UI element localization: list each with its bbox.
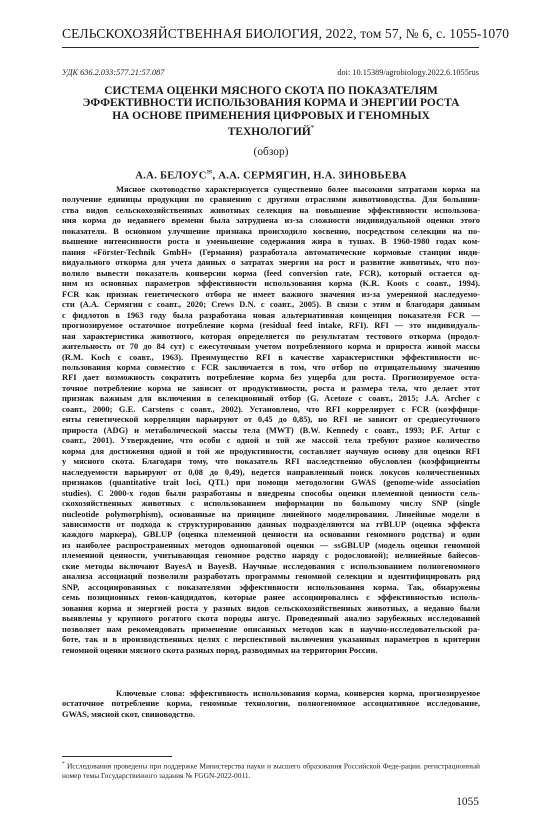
abstract-line: анализа ассоциаций позволили разработать программы геномной селекции и идентифицировать ряд [62,571,480,582]
footnote-divider [62,756,172,757]
abstract-line: жительность от 70 до 84 сут) с ежесуточным учетом потребленного корма и прироста живой массы [62,341,480,352]
abstract-line: ские методы включают BayesA и BayesB. Научные исследования с использованием полногеномного [62,560,480,571]
title-line [62,122,480,138]
abstract-line: пания «Förster-Technik GmbH» (Германия) разработала автоматические кормовые станции инди- [62,246,480,257]
keywords-line: Ключевые слова: эффективность использования корма, конверсия корма, прогнозируемое [116,688,480,698]
abstract-line: у мясного скота. Благодаря тому, что показатель RFI наследственно обусловлен (коэффициенты [62,456,480,467]
abstract-line: получение единицы продукции по сравнению с другими отраслями животноводства. Для большин- [62,194,480,205]
abstract-line: точное потребление корма не зависит от продуктивности, роста и размера тела, что делает этот [62,382,480,393]
keywords-line: остаточное потребление корма, геномные технологии, полногеномное ассоциативное исследование, [62,698,480,709]
running-header: СЕЛЬСКОХОЗЯЙСТВЕННАЯ БИОЛОГИЯ, 2022, том 57, № 6, с. 1055-1070 [62,26,510,41]
keywords-line: GWAS, мясной скот, свиноводство. [62,708,195,719]
footnote-text: Исследования проведены при поддержке Министерства науки и высшего образования Российской Феде-рации. регистрационный номер темы Государственного задания № FGGN-2022-0011. [62,761,480,780]
abstract-line: прироста (ADG) и метаболической массы тела (MWT) (B.W. Kennedy с соавт., 1993; P.F. Artur с [62,424,480,435]
abstract-line: nucleotide polymorphism), основанные на принципе линейного моделирования. Линейные модели в [62,508,480,519]
abstract-line: наследуемости варьируют от 0,08 до 0,49), ведется направленный поиск локусов количественных [62,466,480,477]
footnote-mark: * [62,761,65,767]
abstract-line: ния корма до недавнего времени была затруднена из-за сложности индивидуальной оценки этого [62,215,480,226]
abstract-line: RFI дает возможность сократить потребление корма без ущерба для роста. Прогнозируемое оста- [62,372,480,383]
abstract-line: племенной ценности, учитывающая геномное родство наряду с родословной); нелинейные байесов- [62,550,480,561]
abstract-line: Мясное скотоводство характеризуется существенно более высокими затратами корма на [116,184,480,194]
abstract [62,184,480,655]
abstract-line: корма для достижения одной и той же продуктивности, составляет научную основу для оценки RFI [62,445,480,456]
udc-code: УДК 636.2.033:577.21:57.087 [62,68,165,77]
abstract-line: SNP, ассоциированных с показателями эффективности использования корма. Так, обнаружены [62,581,480,592]
abstract-line: из наиболее распространенных методов одношаговой оценки — ssGBLUP (модель оценки геномной [62,539,480,550]
abstract-line: признак важным для включения в селекционный отбор (G. Acetoze с соавт., 2015; J.A. Archer с [62,393,480,404]
page-number: 1055 [456,796,479,808]
keywords [62,688,480,719]
abstract-line: позволяет нам рекомендовать применение описанных методов как в научно-исследовательской ра- [62,623,480,634]
abstract-line: сти (А.А. Сермягин с соавт., 2020; Crews D.N. с соавт., 2005). В связи с этим и благодаря данным [62,299,480,310]
article-title [62,85,480,138]
abstract-line: FCR как признак генетического отбора не имеет важного значения из-за умеренной наследуемо- [62,288,480,299]
abstract-line: (R.M. Koch с соавт., 1963). Преимущество RFI в качестве характеристики эффективности ис- [62,351,480,362]
abstract-line: ная характеристика животного, которая определяется по результатам тестового откорма (продол- [62,330,480,341]
article-subtitle: (обзор) [253,146,289,158]
abstract-line: признаков (quantitative trait loci, QTL) при помощи методологии GWAS (genome-wide association [62,477,480,488]
abstract-line: соавт., 2001). Утверждение, что особи с одной и той же массой тела требуют разное количество [62,435,480,446]
footnote [62,760,480,780]
abstract-line: прогнозируемое остаточное потребление корма (residual feed intake, RFI). RFI — это индивидуаль- [62,320,480,331]
envelope-icon: ✉ [206,169,213,176]
abstract-line: скохозяйственных животных с использованием информации по большому числу SNP (single [62,498,480,509]
abstract-line: геномной оценки мясного скота разных пород, разводимых на территории России. [62,644,378,655]
doi-link[interactable]: doi: 10.15389/agrobiology.2022.6.1055rus [337,68,479,77]
abstract-line: ства видов сельскохозяйственных животных селекция на повышение эффективности использова- [62,204,480,215]
abstract-line: выявлены у крупного рогатого скота породы ангус. Проведенный анализ зарубежных исследований [62,613,480,624]
abstract-line: зования корма и энергией роста у разных видов сельскохозяйственных животных, а недавно были [62,602,480,613]
abstract-line: волило вывести показатель конверсии корма (feed conversion rate, FCR), который остается од- [62,267,480,278]
title-line: СИСТЕМА ОЦЕНКИ МЯСНОГО СКОТА ПО ПОКАЗАТЕЛЯМ [104,85,438,97]
abstract-line: видуального откорма для учета данных о затратах энергии на рост и развитие животных, что поз- [62,257,480,268]
abstract-line: семь позиционных генов-кандидатов, которые ранее ассоциировались с эффективностью исполь- [62,592,480,603]
title-line: ЭФФЕКТИВНОСТИ ИСПОЛЬЗОВАНИЯ КОРМА И ЭНЕРГИИ РОСТА [82,97,460,110]
author-list [62,168,480,182]
abstract-line: пользования корма совместно с FCR заключается в том, что отбор по отрицательному значению [62,361,480,372]
abstract-line: studies). С 2000-х годов были разработаны и внедрены способы оценки племенной ценности сель- [62,487,480,498]
abstract-line: показателя. В основном улучшение признака происходило косвенно, посредством селекции на по- [62,225,480,236]
title-line-text: ТЕХНОЛОГИЙ [227,126,311,139]
abstract-line: вышение интенсивности роста и уменьшение содержания жира в тушах. В 1960-1980 годах ком- [62,236,480,247]
author-corresponding: А.А. БЕЛОУС [135,170,207,182]
abstract-line: енты генетической корреляции варьируют от 0,45 до 0,85), но RFI не зависит от среднесуточного [62,414,480,425]
title-footnote-mark: * [310,124,315,133]
abstract-line: соавт., 2000; G.E. Carstens с соавт., 2002). Установлено, что RFI коррелирует с FCR (коэффици- [62,403,480,414]
title-line: НА ОСНОВЕ ПРИМЕНЕНИЯ ЦИФРОВЫХ И ГЕНОМНЫХ [112,109,430,122]
header-divider [62,47,479,48]
abstract-line: ним из основных параметров эффективности использования корма (K.R. Koots с соавт., 1994). [62,278,480,289]
author-coauthors: , А.А. СЕРМЯГИН, Н.А. ЗИНОВЬЕВА [212,170,407,182]
abstract-line: зависимости от подхода к структурированию данных подразделяются на rrBLUP (оценка эффекта [62,519,480,529]
abstract-line: боте, так и в производственных целях с перспективой включения указанных параметров в критерии [62,634,480,645]
abstract-line: каждого маркера), GBLUP (оценка племенной ценности на основании геномного родства) и одни [62,529,480,540]
abstract-line: с фидлотов в 1963 году была разработана новая альтернативная концепция показателя FCR — [62,309,480,320]
